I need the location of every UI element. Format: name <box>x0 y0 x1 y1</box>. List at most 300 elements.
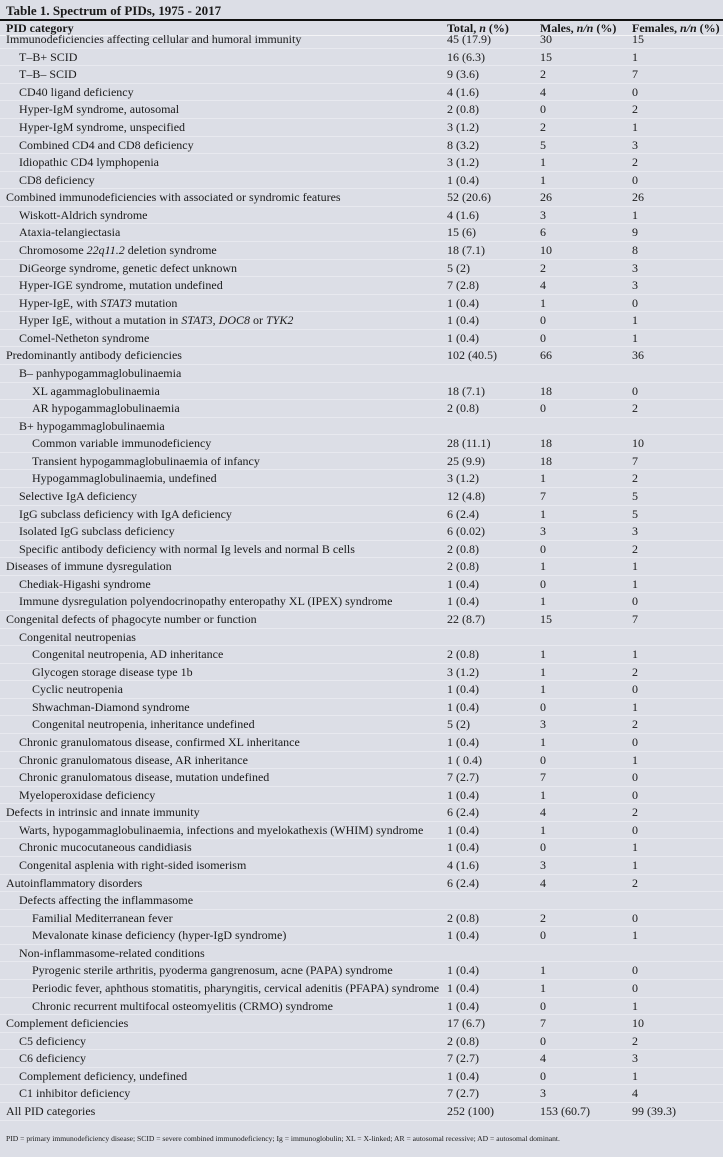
cell-females: 1 <box>632 840 638 855</box>
cell-females: 2 <box>632 541 638 556</box>
table-row <box>0 910 723 928</box>
table-row <box>0 119 723 137</box>
cell-total: 7 (2.8) <box>447 278 479 293</box>
cell-total: 3 (1.2) <box>447 471 479 486</box>
cell-females: 1 <box>632 49 638 64</box>
cell-females: 0 <box>632 84 638 99</box>
text-part: (%) <box>696 21 720 35</box>
cell-females: 99 (39.3) <box>632 1103 676 1118</box>
row-label: Familial Mediterranean fever <box>32 910 173 925</box>
cell-total: 5 (2) <box>447 260 470 275</box>
table-row <box>0 277 723 295</box>
row-label: Transient hypogammaglobulinaemia of infancy <box>32 453 260 468</box>
table-title: Table 1. Spectrum of PIDs, 1975 - 2017 <box>6 3 222 18</box>
cell-males: 7 <box>540 1016 546 1031</box>
table-row <box>0 242 723 260</box>
cell-total: 8 (3.2) <box>447 137 479 152</box>
cell-females: 0 <box>632 295 638 310</box>
text-part: Hyper IgE, without a mutation in <box>19 313 182 328</box>
row-label: Glycogen storage disease type 1b <box>32 664 193 679</box>
row-label: C6 deficiency <box>19 1051 86 1066</box>
cell-males: 2 <box>540 67 546 82</box>
row-label: Chronic mucocutaneous candidiasis <box>19 840 192 855</box>
cell-total: 52 (20.6) <box>447 190 491 205</box>
row-label: Congenital neutropenias <box>19 629 136 644</box>
cell-total: 1 (0.4) <box>447 840 479 855</box>
cell-total: 1 (0.4) <box>447 576 479 591</box>
cell-females: 0 <box>632 594 638 609</box>
cell-males: 0 <box>540 1068 546 1083</box>
cell-females: 2 <box>632 664 638 679</box>
table-row <box>0 646 723 664</box>
cell-total: 6 (2.4) <box>447 805 479 820</box>
cell-females: 0 <box>632 682 638 697</box>
cell-males: 0 <box>540 541 546 556</box>
cell-total: 2 (0.8) <box>447 102 479 117</box>
category-row <box>0 875 723 893</box>
cell-total: 1 (0.4) <box>447 699 479 714</box>
cell-females: 0 <box>632 383 638 398</box>
cell-total: 5 (2) <box>447 717 470 732</box>
text-part: Males, <box>540 21 577 35</box>
row-label: Chronic granulomatous disease, AR inheritance <box>19 752 248 767</box>
italic-text: STAT3 <box>181 313 213 328</box>
row-label <box>19 312 293 330</box>
italic-text: 22q11.2 <box>86 243 125 258</box>
table-row <box>0 295 723 313</box>
row-label: Defects affecting the inflammasome <box>19 893 194 908</box>
row-label: Comel-Netheton syndrome <box>19 330 150 345</box>
cell-females: 2 <box>632 717 638 732</box>
subcategory-row <box>0 418 723 436</box>
cell-males: 1 <box>540 594 546 609</box>
row-label: Diseases of immune dysregulation <box>6 559 172 574</box>
cell-males: 1 <box>540 471 546 486</box>
cell-total: 17 (6.7) <box>447 1016 485 1031</box>
cell-total: 3 (1.2) <box>447 120 479 135</box>
cell-females: 4 <box>632 1086 638 1101</box>
text-part: Chromosome <box>19 243 87 258</box>
table-row <box>0 752 723 770</box>
row-label: T–B+ SCID <box>19 49 78 64</box>
cell-total: 1 (0.4) <box>447 822 479 837</box>
table-row <box>0 172 723 190</box>
cell-males: 15 <box>540 612 552 626</box>
row-label: Pyrogenic sterile arthritis, pyoderma gangrenosum, acne (PAPA) syndrome <box>32 963 393 978</box>
cell-females: 0 <box>632 980 638 995</box>
cell-total: 22 (8.7) <box>447 612 485 626</box>
cell-females: 1 <box>632 1068 638 1083</box>
cell-males: 18 <box>540 453 552 468</box>
table-row <box>0 1068 723 1086</box>
cell-males: 1 <box>540 787 546 802</box>
cell-females: 1 <box>632 857 638 872</box>
row-label: All PID categories <box>6 1103 96 1118</box>
cell-males: 153 (60.7) <box>540 1103 590 1118</box>
cell-males: 15 <box>540 49 552 64</box>
table-row <box>0 453 723 471</box>
subcategory-row <box>0 892 723 910</box>
cell-males: 2 <box>540 120 546 135</box>
table-footnote: PID = primary immunodeficiency disease; SCID = severe combined immunodeficiency; Ig = immunoglobulin; XL = X-linked; AR = autosomal recessive; AD = autosomal dominant. <box>6 1134 560 1143</box>
table-row <box>0 154 723 172</box>
cell-males: 4 <box>540 84 546 99</box>
cell-females: 1 <box>632 207 638 222</box>
cell-females: 3 <box>632 137 638 152</box>
cell-total: 1 ( 0.4) <box>447 752 482 767</box>
cell-males: 1 <box>540 963 546 978</box>
cell-total: 2 (0.8) <box>447 541 479 556</box>
row-label: CD8 deficiency <box>19 172 95 187</box>
cell-males: 5 <box>540 137 546 152</box>
subcategory-row <box>0 945 723 963</box>
row-label: Immune dysregulation polyendocrinopathy enteropathy XL (IPEX) syndrome <box>19 594 393 609</box>
cell-males: 3 <box>540 1086 546 1101</box>
table-row <box>0 681 723 699</box>
cell-females: 15 <box>632 32 644 47</box>
text-part: or <box>250 313 266 328</box>
cell-total: 252 (100) <box>447 1103 494 1118</box>
table-row <box>0 857 723 875</box>
row-label: Mevalonate kinase deficiency (hyper-IgD syndrome) <box>32 928 287 943</box>
cell-males: 3 <box>540 717 546 732</box>
row-label: Wiskott-Aldrich syndrome <box>19 207 148 222</box>
cell-males: 1 <box>540 295 546 310</box>
subcategory-row <box>0 365 723 383</box>
cell-males: 0 <box>540 401 546 416</box>
row-label: CD40 ligand deficiency <box>19 84 134 99</box>
row-label: DiGeorge syndrome, genetic defect unknown <box>19 260 238 275</box>
table-row <box>0 822 723 840</box>
cell-total: 7 (2.7) <box>447 770 479 785</box>
row-label: Complement deficiency, undefined <box>19 1068 188 1083</box>
cell-males: 0 <box>540 998 546 1013</box>
table-row <box>0 699 723 717</box>
cell-males: 0 <box>540 102 546 117</box>
table-row <box>0 383 723 401</box>
cell-total: 7 (2.7) <box>447 1086 479 1101</box>
row-label: T–B– SCID <box>19 67 77 82</box>
row-label: IgG subclass deficiency with IgA deficiency <box>19 506 232 521</box>
cell-total: 4 (1.6) <box>447 84 479 99</box>
cell-males: 1 <box>540 682 546 697</box>
cell-total: 45 (17.9) <box>447 32 491 47</box>
table-row <box>0 1033 723 1051</box>
row-label: Hypogammaglobulinaemia, undefined <box>32 471 217 486</box>
row-label <box>19 242 217 260</box>
table-row <box>0 787 723 805</box>
cell-females: 1 <box>632 699 638 714</box>
cell-females: 3 <box>632 278 638 293</box>
table-row <box>0 769 723 787</box>
row-label: Immunodeficiencies affecting cellular and humoral immunity <box>6 32 302 47</box>
row-label: Selective IgA deficiency <box>19 489 137 504</box>
row-label: Defects in intrinsic and innate immunity <box>6 805 200 820</box>
row-label: Combined immunodeficiencies with associated or syndromic features <box>6 190 341 205</box>
cell-total: 2 (0.8) <box>447 1033 479 1048</box>
cell-total: 1 (0.4) <box>447 787 479 802</box>
cell-total: 4 (1.6) <box>447 207 479 222</box>
row-label: Isolated IgG subclass deficiency <box>19 524 175 539</box>
cell-total: 18 (7.1) <box>447 243 485 258</box>
cell-males: 18 <box>540 383 552 398</box>
cell-females: 1 <box>632 120 638 135</box>
row-label: Autoinflammatory disorders <box>6 875 143 890</box>
cell-total: 1 (0.4) <box>447 735 479 749</box>
cell-total: 6 (2.4) <box>447 875 479 890</box>
cell-total: 6 (0.02) <box>447 524 485 539</box>
cell-total: 1 (0.4) <box>447 980 479 995</box>
text-part: (%) <box>593 21 617 35</box>
table-row <box>0 101 723 119</box>
row-label: Combined CD4 and CD8 deficiency <box>19 137 194 152</box>
cell-females: 7 <box>632 612 638 626</box>
row-label: Chronic granulomatous disease, confirmed XL inheritance <box>19 735 300 749</box>
cell-males: 0 <box>540 330 546 345</box>
row-label: XL agammaglobulinaemia <box>32 383 160 398</box>
row-label: Chronic granulomatous disease, mutation undefined <box>19 770 270 785</box>
cell-females: 2 <box>632 1033 638 1048</box>
cell-females: 2 <box>632 875 638 890</box>
row-label: B+ hypogammaglobulinaemia <box>19 418 165 433</box>
table-row <box>0 470 723 488</box>
row-label: Congenital defects of phagocyte number or function <box>6 612 257 626</box>
cell-total: 4 (1.6) <box>447 857 479 872</box>
cell-females: 0 <box>632 172 638 187</box>
cell-males: 1 <box>540 822 546 837</box>
cell-total: 25 (9.9) <box>447 453 485 468</box>
table-row <box>0 312 723 330</box>
cell-males: 1 <box>540 664 546 679</box>
cell-males: 0 <box>540 1033 546 1048</box>
cell-females: 9 <box>632 225 638 240</box>
text-part: , <box>212 313 219 328</box>
cell-males: 4 <box>540 875 546 890</box>
table-row <box>0 927 723 945</box>
cell-males: 30 <box>540 32 552 47</box>
cell-females: 0 <box>632 735 638 749</box>
cell-total: 102 (40.5) <box>447 348 497 363</box>
cell-males: 10 <box>540 243 552 258</box>
table-row <box>0 1050 723 1068</box>
cell-females: 1 <box>632 330 638 345</box>
italic-text: n/n <box>576 21 594 35</box>
cell-males: 0 <box>540 576 546 591</box>
row-label: Ataxia-telangiectasia <box>19 225 121 240</box>
cell-total: 9 (3.6) <box>447 67 479 82</box>
cell-total: 1 (0.4) <box>447 682 479 697</box>
cell-total: 1 (0.4) <box>447 1068 479 1083</box>
cell-total: 2 (0.8) <box>447 401 479 416</box>
row-label: Specific antibody deficiency with normal Ig levels and normal B cells <box>19 541 355 556</box>
cell-males: 1 <box>540 647 546 662</box>
row-label: Periodic fever, aphthous stomatitis, pharyngitis, cervical adenitis (PFAPA) syndrome <box>32 980 440 995</box>
row-label: AR hypogammaglobulinaemia <box>32 401 180 416</box>
row-label: C5 deficiency <box>19 1033 86 1048</box>
cell-males: 18 <box>540 436 552 451</box>
cell-females: 10 <box>632 1016 644 1031</box>
cell-total: 7 (2.7) <box>447 1051 479 1066</box>
italic-text: STAT3 <box>100 295 132 310</box>
cell-total: 1 (0.4) <box>447 594 479 609</box>
table-row <box>0 998 723 1016</box>
cell-females: 2 <box>632 401 638 416</box>
cell-males: 7 <box>540 489 546 504</box>
cell-total: 1 (0.4) <box>447 313 479 328</box>
row-label: Myeloperoxidase deficiency <box>19 787 156 802</box>
table-row <box>0 49 723 67</box>
cell-females: 2 <box>632 155 638 170</box>
cell-females: 0 <box>632 910 638 925</box>
row-label: Chediak-Higashi syndrome <box>19 576 151 591</box>
category-row <box>0 558 723 576</box>
table-row <box>0 664 723 682</box>
table-row <box>0 734 723 752</box>
cell-males: 26 <box>540 190 552 205</box>
cell-females: 2 <box>632 102 638 117</box>
table-row <box>0 260 723 278</box>
cell-total: 1 (0.4) <box>447 963 479 978</box>
cell-females: 7 <box>632 67 638 82</box>
subcategory-row <box>0 629 723 647</box>
cell-total: 1 (0.4) <box>447 295 479 310</box>
table-row <box>0 207 723 225</box>
category-row <box>0 1015 723 1033</box>
table-row <box>0 330 723 348</box>
table-row <box>0 66 723 84</box>
cell-total: 2 (0.8) <box>447 647 479 662</box>
cell-females: 3 <box>632 1051 638 1066</box>
table-row <box>0 488 723 506</box>
cell-females: 26 <box>632 190 644 205</box>
cell-females: 0 <box>632 822 638 837</box>
row-label: Warts, hypogammaglobulinaemia, infections and myelokathexis (WHIM) syndrome <box>19 822 424 837</box>
header-category: PID category <box>6 21 74 35</box>
cell-males: 0 <box>540 752 546 767</box>
cell-males: 1 <box>540 735 546 749</box>
category-row <box>0 31 723 49</box>
cell-males: 0 <box>540 313 546 328</box>
cell-females: 1 <box>632 576 638 591</box>
cell-total: 2 (0.8) <box>447 910 479 925</box>
cell-females: 5 <box>632 506 638 521</box>
cell-females: 2 <box>632 471 638 486</box>
cell-females: 0 <box>632 963 638 978</box>
row-label: Non-inflammasome-related conditions <box>19 945 205 960</box>
table-row <box>0 576 723 594</box>
cell-total: 15 (6) <box>447 225 476 240</box>
table-row <box>0 839 723 857</box>
row-label: B– panhypogammaglobulinaemia <box>19 366 182 381</box>
category-row <box>0 611 723 629</box>
cell-females: 2 <box>632 805 638 820</box>
cell-males: 1 <box>540 980 546 995</box>
cell-males: 3 <box>540 524 546 539</box>
cell-total: 16 (6.3) <box>447 49 485 64</box>
row-label: Shwachman-Diamond syndrome <box>32 699 190 714</box>
italic-text: TYK2 <box>266 313 294 328</box>
cell-total: 2 (0.8) <box>447 559 479 574</box>
cell-males: 66 <box>540 348 552 363</box>
cell-total: 3 (1.2) <box>447 664 479 679</box>
table-row <box>0 962 723 980</box>
row-label: Idiopathic CD4 lymphopenia <box>19 155 159 170</box>
row-label: C1 inhibitor deficiency <box>19 1086 131 1101</box>
category-row <box>0 804 723 822</box>
cell-females: 1 <box>632 313 638 328</box>
cell-total: 12 (4.8) <box>447 489 485 504</box>
table-row <box>0 84 723 102</box>
cell-total: 18 (7.1) <box>447 383 485 398</box>
cell-total: 1 (0.4) <box>447 330 479 345</box>
table-row <box>0 400 723 418</box>
cell-total: 1 (0.4) <box>447 928 479 943</box>
table-row <box>0 1085 723 1103</box>
cell-males: 3 <box>540 857 546 872</box>
cell-females: 1 <box>632 928 638 943</box>
cell-females: 3 <box>632 524 638 539</box>
row-label <box>19 295 177 313</box>
table-row <box>0 137 723 155</box>
row-label: Complement deficiencies <box>6 1016 129 1031</box>
table-row <box>0 435 723 453</box>
table-row <box>0 716 723 734</box>
cell-males: 0 <box>540 699 546 714</box>
cell-males: 1 <box>540 172 546 187</box>
row-label: Congenital neutropenia, AD inheritance <box>32 647 224 662</box>
cell-females: 0 <box>632 770 638 785</box>
text-part: deletion syndrome <box>124 243 217 258</box>
cell-females: 0 <box>632 787 638 802</box>
cell-females: 3 <box>632 260 638 275</box>
text-part: (%) <box>485 21 509 35</box>
text-part: Total, <box>447 21 480 35</box>
cell-females: 7 <box>632 453 638 468</box>
row-label: Hyper-IgM syndrome, unspecified <box>19 120 186 135</box>
cell-males: 4 <box>540 805 546 820</box>
row-label: Common variable immunodeficiency <box>32 436 212 451</box>
row-label: Chronic recurrent multifocal osteomyelitis (CRMO) syndrome <box>32 998 333 1013</box>
cell-females: 1 <box>632 647 638 662</box>
cell-males: 0 <box>540 840 546 855</box>
cell-males: 4 <box>540 278 546 293</box>
table-row <box>0 541 723 559</box>
cell-total: 1 (0.4) <box>447 998 479 1013</box>
cell-females: 8 <box>632 243 638 258</box>
italic-text: DOC8 <box>218 313 250 328</box>
category-row <box>0 347 723 365</box>
cell-females: 1 <box>632 752 638 767</box>
cell-total: 6 (2.4) <box>447 506 479 521</box>
cell-males: 1 <box>540 155 546 170</box>
cell-females: 1 <box>632 998 638 1013</box>
row-label: Hyper-IGE syndrome, mutation undefined <box>19 278 223 293</box>
cell-total: 28 (11.1) <box>447 436 491 451</box>
table-row <box>0 506 723 524</box>
cell-females: 10 <box>632 436 644 451</box>
row-label: Congenital asplenia with right-sided isomerism <box>19 857 247 872</box>
text-part: Females, <box>632 21 680 35</box>
cell-females: 1 <box>632 559 638 574</box>
cell-total: 1 (0.4) <box>447 172 479 187</box>
cell-males: 3 <box>540 207 546 222</box>
table-row <box>0 224 723 242</box>
cell-females: 5 <box>632 489 638 504</box>
table-row <box>0 593 723 611</box>
cell-males: 6 <box>540 225 546 240</box>
cell-males: 2 <box>540 910 546 925</box>
row-label: Predominantly antibody deficiencies <box>6 348 182 363</box>
